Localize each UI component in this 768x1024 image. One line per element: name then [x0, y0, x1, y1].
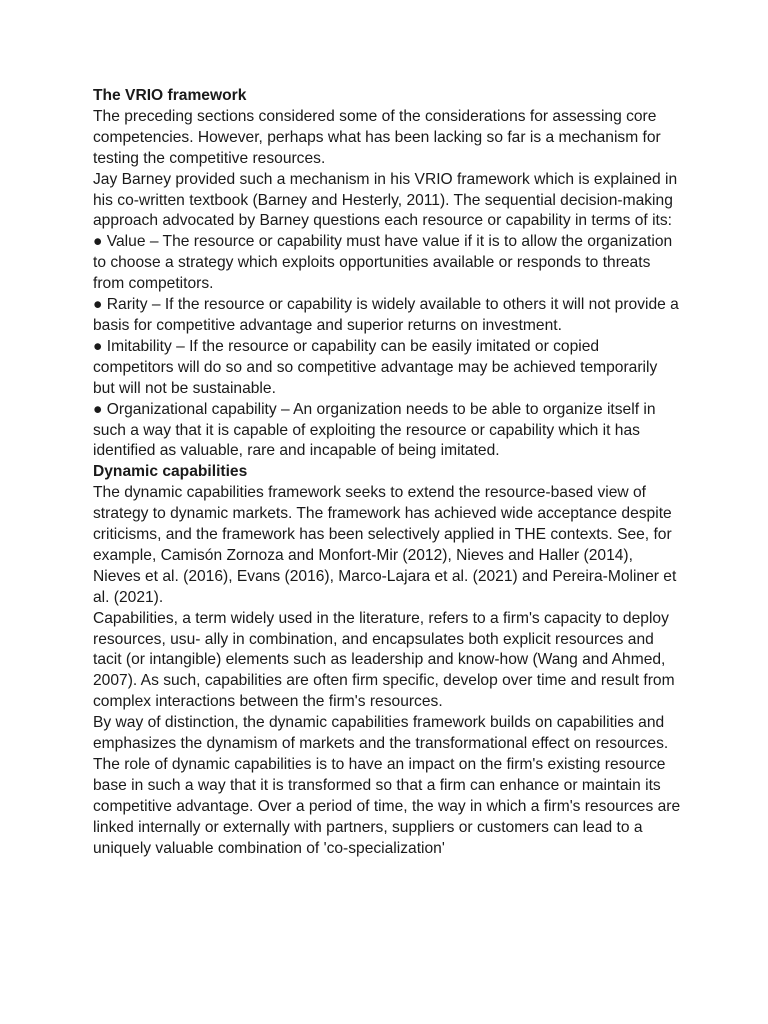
document-page [93, 86, 683, 860]
paragraph: The role of dynamic capabilities is to have an impact on the firm's existing resource base in such a way that it is transformed so that a firm can enhance or maintain its competitive advantage. Over a period of time, the way in which a firm's resources are linked internally or externally with partners, suppliers or customers can lead to a uniquely valuable combination of 'co-specialization' [93, 756, 681, 857]
bullet-item-rarity: ● Rarity – If the resource or capability is widely available to others it will not provide a basis for competitive advantage and superior returns on investment. [93, 295, 683, 337]
paragraph: Capabilities, a term widely used in the literature, refers to a firm's capacity to deploy resources, usu- ally in combination, and encapsulates both explicit resources and tacit (or intangible) elements such as leadership and know-how (Wang and Ahmed, 2007). As such, capabilities are often firm specific, develop over time and result from complex interactions between the firm's resources. [93, 609, 675, 711]
paragraph: The preceding sections considered some of the considerations for assessing core competencies. However, perhaps what has been lacking so far is a mechanism for testing the competitive resources. [93, 107, 661, 167]
paragraph: The dynamic capabilities framework seeks to extend the resource-based view of strategy to dynamic markets. The framework has achieved wide acceptance despite criticisms, and the framework has been selectively applied in THE contexts. See, for example, Camisón Zornoza and Monfort-Mir (2012), Nieves and Haller (2014), Nieves et al. (2016), Evans (2016), Marco-Lajara et al. (2021) and Pereira-Moliner et al. (2021). [93, 484, 677, 606]
bullet-item-imitability: ● Imitability – If the resource or capability can be easily imitated or copied competitors will do so and so competitive advantage may be achieved temporarily but will not be sustainable. [93, 337, 683, 400]
section-heading-vrio: The VRIO framework [93, 87, 247, 104]
paragraph: Jay Barney provided such a mechanism in his VRIO framework which is explained in his co-written textbook (Barney and Hesterly, 2011). The sequential decision-making approach advocated by Barney questions each resource or capability in terms of its: [93, 170, 678, 230]
bullet-item-organizational-capability: ● Organizational capability – An organization needs to be able to organize itself in such a way that it is capable of exploiting the resource or capability which it has identified as valuable, rare and incapable of being imitated. [93, 400, 683, 463]
section-heading-dynamic-capabilities: Dynamic capabilities [93, 463, 248, 481]
paragraph: By way of distinction, the dynamic capabilities framework builds on capabilities and emphasizes the dynamism of markets and the transformational effect on resources. [93, 714, 669, 753]
bullet-item-value: ● Value – The resource or capability must have value if it is to allow the organization to choose a strategy which exploits opportunities available or responds to threats from competitors. [93, 232, 683, 295]
